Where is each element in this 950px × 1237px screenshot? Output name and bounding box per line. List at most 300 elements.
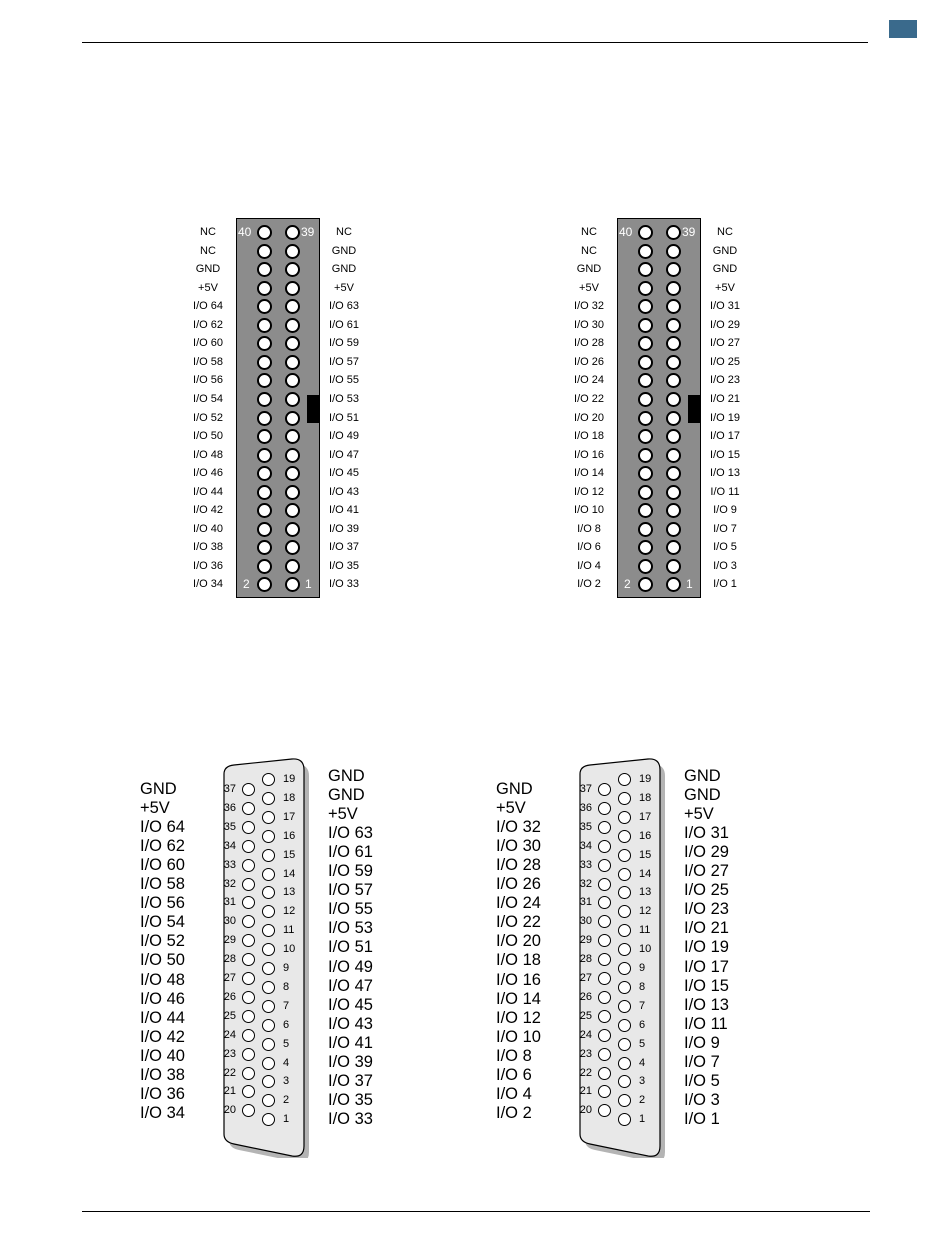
pin-label: I/O 25 [710, 355, 740, 368]
dsub-pin [242, 1067, 255, 1080]
header-pin [638, 244, 653, 259]
dsub-pin [618, 773, 631, 786]
header-pin [666, 522, 681, 537]
pin-label: I/O 38 [193, 541, 223, 554]
header-pin [666, 411, 681, 426]
header-pin [666, 485, 681, 500]
dsub-pin [242, 1029, 255, 1042]
pin-label: I/O 3 [684, 1090, 720, 1109]
dsub-pin [618, 1000, 631, 1013]
dsub-pin-number: 22 [579, 1066, 592, 1079]
pin-label: I/O 42 [193, 504, 223, 517]
dsub-pin [262, 1057, 275, 1070]
pin-label: I/O 45 [328, 995, 373, 1014]
dsub-pin [242, 802, 255, 815]
dsub-pin [262, 830, 275, 843]
pin-label: I/O 30 [574, 318, 604, 331]
pin-label: I/O 21 [684, 919, 729, 938]
pin-label: I/O 32 [574, 300, 604, 313]
header-pin [638, 262, 653, 277]
pin-label: I/O 1 [684, 1109, 720, 1128]
pin-label: I/O 8 [496, 1046, 532, 1065]
header-pin [285, 411, 300, 426]
left-header-connector [194, 218, 450, 600]
dsub-pin [618, 1057, 631, 1070]
pin-label: I/O 4 [496, 1084, 532, 1103]
dsub-pin-number: 32 [223, 877, 236, 890]
pin-label: +5V [496, 799, 526, 818]
dsub-pin-number: 35 [223, 820, 236, 833]
pin-label: I/O 39 [328, 1052, 373, 1071]
dsub-pin-number: 18 [283, 791, 296, 804]
dsub-pin-number: 16 [639, 829, 652, 842]
pin-label: I/O 57 [329, 355, 359, 368]
dsub-pin [618, 811, 631, 824]
pin-label: I/O 60 [193, 337, 223, 350]
dsub-pin-number: 8 [639, 980, 646, 993]
pin-label: I/O 41 [328, 1033, 373, 1052]
pin-label: I/O 25 [684, 881, 729, 900]
pin-label: I/O 47 [328, 976, 373, 995]
header-pin [285, 429, 300, 444]
header-pin [257, 244, 272, 259]
pin-label: I/O 29 [710, 318, 740, 331]
pin-number-40: 40 [238, 225, 252, 239]
pin-label: NC [336, 226, 352, 238]
pin-label: I/O 55 [328, 900, 373, 919]
header-pin [257, 411, 272, 426]
pin-label: I/O 51 [329, 411, 359, 424]
header-pin [257, 392, 272, 407]
page-corner-tab [889, 20, 917, 38]
pin-label: I/O 24 [574, 374, 604, 387]
pin-label: I/O 17 [710, 430, 740, 443]
pin-label: GND [195, 263, 221, 276]
dsub-pin [262, 1000, 275, 1013]
header-pin [285, 281, 300, 296]
pin-label: I/O 55 [329, 374, 359, 387]
dsub-pin-number: 28 [579, 953, 592, 966]
pin-label: I/O 16 [496, 970, 541, 989]
pin-label: I/O 15 [710, 448, 740, 461]
dsub-pin-number: 10 [283, 943, 296, 956]
pin-label: I/O 46 [140, 989, 185, 1008]
dsub-pin-number: 33 [579, 858, 592, 871]
pin-label: GND [712, 263, 738, 276]
pin-label: I/O 18 [496, 951, 541, 970]
dsub-pin [598, 821, 611, 834]
pin-label: I/O 5 [684, 1071, 720, 1090]
dsub-pin-number: 34 [223, 839, 236, 852]
pin-label: I/O 16 [574, 448, 604, 461]
dsub-pin-number: 11 [283, 924, 295, 937]
dsub-pin-number: 6 [283, 1018, 290, 1031]
dsub-pin-number: 32 [579, 877, 592, 890]
dsub-pin-number: 20 [579, 1104, 592, 1117]
pin-label: I/O 14 [496, 989, 541, 1008]
header-pin [666, 448, 681, 463]
dsub-pin-number: 33 [223, 858, 236, 871]
header-pin [285, 392, 300, 407]
pin-label: I/O 58 [193, 355, 223, 368]
pin-label: I/O 46 [193, 467, 223, 480]
dsub-pin-number: 17 [283, 810, 296, 823]
pin-label: I/O 60 [140, 856, 185, 875]
dsub-pin [598, 878, 611, 891]
dsub-pin [598, 991, 611, 1004]
pin-number-1: 1 [686, 577, 693, 591]
header-pin [257, 225, 272, 240]
dsub-pin-number: 15 [283, 848, 296, 861]
pin-label: I/O 48 [140, 970, 185, 989]
dsub-pin-number: 15 [639, 848, 652, 861]
header-pin [257, 448, 272, 463]
dsub-pin [598, 1048, 611, 1061]
pin-label: I/O 23 [710, 374, 740, 387]
pin-label: I/O 49 [329, 430, 359, 443]
pin-label: I/O 29 [684, 843, 729, 862]
pin-label: I/O 57 [328, 881, 373, 900]
dsub-pin [242, 953, 255, 966]
dsub-pin-number: 2 [283, 1094, 290, 1107]
dsub-pin-number: 18 [639, 791, 652, 804]
dsub-pin-number: 29 [579, 934, 592, 947]
header-pin [257, 429, 272, 444]
header-pin [257, 281, 272, 296]
pin-label: I/O 53 [328, 919, 373, 938]
dsub-pin [598, 783, 611, 796]
pin-label: I/O 64 [140, 818, 185, 837]
dsub-pin [262, 773, 275, 786]
pin-label: I/O 32 [496, 818, 541, 837]
dsub-pin [262, 811, 275, 824]
header-pin [638, 559, 653, 574]
dsub-pin [618, 1038, 631, 1051]
dsub-pin [618, 962, 631, 975]
pin-label: I/O 59 [329, 337, 359, 350]
header-pin [257, 262, 272, 277]
dsub-pin [242, 972, 255, 985]
header-pin [257, 318, 272, 333]
pin-label: I/O 22 [496, 913, 541, 932]
dsub-pin-number: 19 [283, 773, 296, 785]
pin-label: I/O 53 [329, 392, 359, 405]
pin-label: I/O 62 [140, 837, 185, 856]
pin-label: I/O 21 [710, 392, 740, 405]
dsub-pin-number: 26 [223, 990, 236, 1003]
dsub-pin [262, 943, 275, 956]
dsub-pin-number: 35 [579, 820, 592, 833]
pin-label: +5V [715, 281, 735, 294]
header-pin [638, 429, 653, 444]
pin-label: I/O 61 [329, 318, 359, 331]
pin-label: +5V [579, 281, 599, 294]
pin-label: GND [684, 767, 721, 785]
header-pin [666, 225, 681, 240]
dsub-pin [242, 859, 255, 872]
dsub-pin-number: 1 [639, 1113, 646, 1126]
dsub-pin [618, 830, 631, 843]
dsub-pin-number: 14 [283, 867, 296, 880]
pin-label: +5V [140, 799, 170, 818]
dsub-pin [242, 991, 255, 1004]
pin-label: I/O 9 [684, 1033, 720, 1052]
pin-label: GND [684, 786, 721, 805]
dsub-pin-number: 25 [579, 1009, 592, 1022]
pin-label: I/O 6 [577, 541, 601, 554]
dsub-pin [262, 962, 275, 975]
dsub-pin-number: 9 [283, 962, 290, 974]
pin-label: I/O 26 [496, 875, 541, 894]
pin-label: I/O 33 [329, 578, 359, 591]
pin-label: GND [140, 780, 177, 798]
pin-label: I/O 52 [193, 411, 223, 424]
pin-label: I/O 37 [328, 1071, 373, 1090]
pin-label: I/O 12 [574, 485, 604, 498]
header-pin [285, 559, 300, 574]
pin-label: I/O 28 [496, 856, 541, 875]
pin-label: +5V [684, 805, 714, 824]
dsub-pin-number: 31 [579, 896, 592, 909]
dsub-pin [242, 783, 255, 796]
pin-label: I/O 13 [684, 995, 729, 1014]
pin-number-2: 2 [243, 577, 250, 591]
left-dsub-connector [140, 750, 390, 1160]
pin-label: I/O 34 [193, 578, 223, 591]
pin-label: I/O 26 [574, 355, 604, 368]
header-pin [666, 244, 681, 259]
dsub-pin-number: 21 [579, 1085, 592, 1098]
dsub-pin [262, 1038, 275, 1051]
dsub-pin-number: 2 [639, 1094, 646, 1107]
dsub-pin [262, 792, 275, 805]
dsub-pin [242, 1010, 255, 1023]
header-pin [666, 318, 681, 333]
pin-label: I/O 42 [140, 1027, 185, 1046]
pin-number-40: 40 [619, 225, 633, 239]
header-pin [285, 355, 300, 370]
pin-label: I/O 44 [193, 485, 223, 498]
pin-label: I/O 40 [193, 522, 223, 535]
dsub-pin-number: 13 [639, 886, 652, 899]
pin-label: I/O 35 [329, 559, 359, 572]
dsub-pin-number: 6 [639, 1018, 646, 1031]
dsub-pin [598, 859, 611, 872]
pin-label: I/O 63 [328, 824, 373, 843]
dsub-pin-number: 11 [639, 924, 651, 937]
dsub-pin-number: 36 [579, 801, 592, 814]
pin-label: I/O 44 [140, 1008, 185, 1027]
dsub-pin-number: 3 [283, 1075, 290, 1088]
dsub-pin [242, 1048, 255, 1061]
dsub-pin [598, 840, 611, 853]
pin-label: I/O 28 [574, 337, 604, 350]
pin-label: I/O 12 [496, 1008, 541, 1027]
dsub-pin [598, 1010, 611, 1023]
pin-label: I/O 7 [684, 1052, 720, 1071]
header-pin [638, 522, 653, 537]
header-pin [666, 429, 681, 444]
pin-label: NC [200, 226, 216, 238]
dsub-pin [242, 840, 255, 853]
header-pin [285, 262, 300, 277]
header-pin [257, 559, 272, 574]
header-pin [666, 392, 681, 407]
pin-label: I/O 50 [193, 430, 223, 443]
pin-label: I/O 56 [193, 374, 223, 387]
pin-label: I/O 47 [329, 448, 359, 461]
pin-label: I/O 48 [193, 448, 223, 461]
dsub-pin [618, 943, 631, 956]
dsub-pin [262, 981, 275, 994]
dsub-pin-number: 7 [639, 999, 646, 1012]
pin-label: I/O 49 [328, 957, 373, 976]
dsub-pin [598, 802, 611, 815]
dsub-pin-number: 1 [283, 1113, 290, 1126]
pin-label: GND [331, 263, 357, 276]
pin-label: I/O 15 [684, 976, 729, 995]
pin-label: I/O 62 [193, 318, 223, 331]
pin-label: I/O 17 [684, 957, 729, 976]
dsub-pin-number: 26 [579, 990, 592, 1003]
pin-label: I/O 11 [710, 485, 740, 498]
header-pin [257, 485, 272, 500]
pin-label: I/O 33 [328, 1109, 373, 1128]
pin-label: GND [331, 244, 357, 257]
pin-number-1: 1 [305, 577, 312, 591]
pin-label: I/O 27 [710, 337, 740, 350]
pin-label: I/O 22 [574, 392, 604, 405]
dsub-pin-number: 22 [223, 1066, 236, 1079]
pin-label: I/O 20 [574, 411, 604, 424]
dsub-pin [598, 972, 611, 985]
dsub-pin [618, 868, 631, 881]
pin-label: I/O 20 [496, 932, 541, 951]
dsub-pin-number: 30 [223, 915, 236, 928]
pin-label: I/O 23 [684, 900, 729, 919]
pin-label: I/O 2 [577, 578, 601, 591]
pin-label: I/O 2 [496, 1103, 532, 1122]
pin-number-39: 39 [682, 225, 696, 239]
pin-label: NC [581, 226, 597, 238]
dsub-pin [262, 849, 275, 862]
pin-label: I/O 63 [329, 300, 359, 313]
dsub-pin-number: 14 [639, 867, 652, 880]
bottom-rule [82, 1211, 870, 1212]
dsub-pin-number: 5 [283, 1037, 290, 1050]
pin-label: I/O 14 [574, 467, 604, 480]
header-key-notch [307, 395, 319, 423]
pin-label: I/O 5 [713, 541, 737, 554]
pin-label: I/O 52 [140, 932, 185, 951]
dsub-pin [262, 868, 275, 881]
pin-label: I/O 43 [329, 485, 359, 498]
pin-label: I/O 43 [328, 1014, 373, 1033]
pin-label: I/O 50 [140, 951, 185, 970]
dsub-pin-number: 36 [223, 801, 236, 814]
pin-label: I/O 64 [193, 300, 223, 313]
dsub-pin-number: 4 [283, 1056, 290, 1069]
pin-label: I/O 27 [684, 862, 729, 881]
header-pin [638, 411, 653, 426]
pin-label: I/O 1 [713, 578, 737, 591]
pin-label: I/O 36 [193, 559, 223, 572]
header-pin [638, 281, 653, 296]
pin-label: +5V [334, 281, 354, 294]
dsub-pin-number: 30 [579, 915, 592, 928]
dsub-pin [242, 821, 255, 834]
pin-label: I/O 7 [713, 522, 737, 535]
dsub-pin-number: 8 [283, 980, 290, 993]
pin-label: I/O 11 [684, 1014, 728, 1033]
pin-label: I/O 10 [496, 1027, 541, 1046]
header-pin [257, 355, 272, 370]
dsub-pin [262, 1019, 275, 1032]
pin-label: I/O 3 [713, 559, 737, 572]
pin-label: I/O 39 [329, 522, 359, 535]
dsub-pin-number: 19 [639, 773, 652, 785]
pin-label: I/O 36 [140, 1084, 185, 1103]
pin-label: I/O 38 [140, 1065, 185, 1084]
dsub-pin-number: 28 [223, 953, 236, 966]
pin-label: I/O 24 [496, 894, 541, 913]
dsub-pin-number: 37 [223, 783, 236, 795]
pin-label: +5V [198, 281, 218, 294]
pin-label: I/O 9 [713, 504, 737, 517]
header-pin [638, 318, 653, 333]
dsub-pin-number: 37 [579, 783, 592, 795]
pin-label: I/O 10 [574, 504, 604, 517]
dsub-pin-number: 27 [223, 972, 236, 984]
right-dsub-connector [496, 750, 746, 1160]
pin-label: +5V [328, 805, 358, 824]
dsub-pin-number: 12 [639, 905, 652, 918]
header-pin [638, 485, 653, 500]
dsub-pin-number: 24 [223, 1028, 236, 1041]
pin-label: NC [581, 244, 597, 257]
dsub-pin-number: 5 [639, 1037, 646, 1050]
pin-label: I/O 59 [328, 862, 373, 881]
pin-label: I/O 13 [710, 467, 740, 480]
header-pin [638, 392, 653, 407]
pin-label: I/O 4 [577, 559, 601, 572]
pin-label: I/O 8 [577, 522, 601, 535]
pin-label: I/O 58 [140, 875, 185, 894]
dsub-pin-number: 34 [579, 839, 592, 852]
right-header-connector [575, 218, 831, 600]
pin-label: I/O 45 [329, 467, 359, 480]
top-rule [82, 42, 868, 43]
pin-label: I/O 54 [140, 913, 185, 932]
dsub-pin-number: 31 [223, 896, 236, 909]
pin-label: GND [496, 780, 533, 798]
header-pin [666, 355, 681, 370]
header-pin [285, 448, 300, 463]
pin-label: I/O 19 [710, 411, 740, 424]
dsub-pin-number: 23 [579, 1047, 592, 1060]
dsub-pin [618, 981, 631, 994]
pin-label: I/O 18 [574, 430, 604, 443]
dsub-pin [618, 792, 631, 805]
pin-label: NC [717, 226, 733, 238]
pin-label: I/O 51 [328, 938, 373, 957]
dsub-pin-number: 27 [579, 972, 592, 984]
dsub-pin [618, 1019, 631, 1032]
header-pin [285, 522, 300, 537]
dsub-pin-number: 7 [283, 999, 290, 1012]
dsub-pin [242, 878, 255, 891]
header-pin [638, 355, 653, 370]
